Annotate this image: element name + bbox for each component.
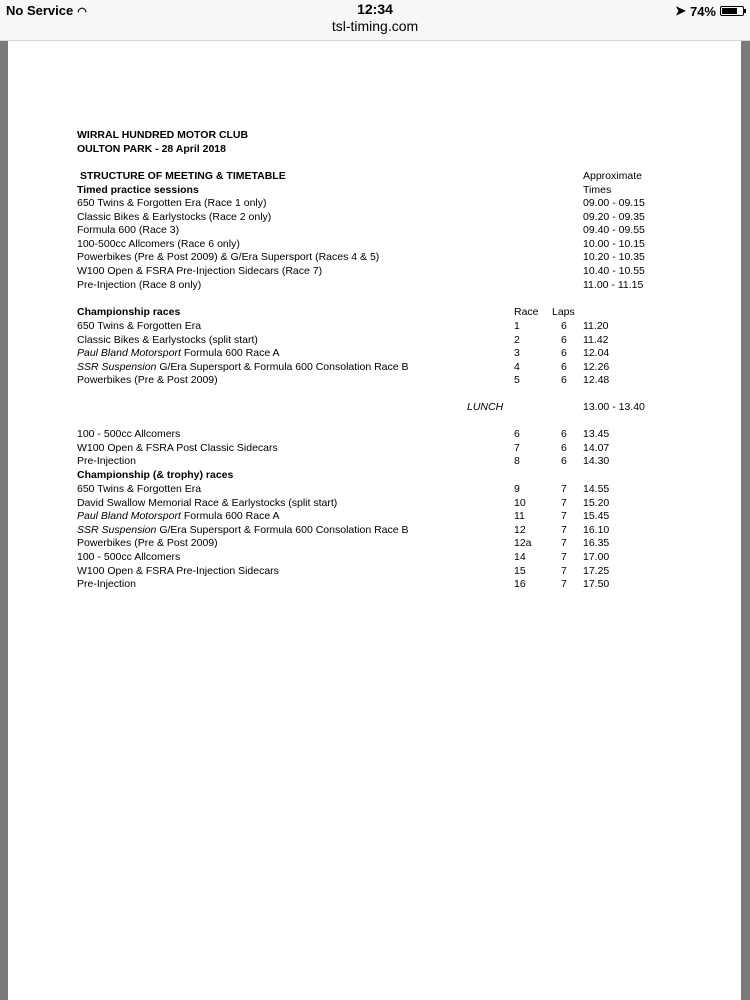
race-time: 14.55 bbox=[583, 483, 610, 495]
race-time: 12.04 bbox=[583, 347, 610, 360]
race-name: Pre-Injection bbox=[77, 455, 136, 468]
race-name: Powerbikes (Pre & Post 2009) bbox=[77, 537, 218, 550]
race-laps: 7 bbox=[561, 483, 567, 495]
race-name: Formula 600 Race A bbox=[183, 347, 280, 360]
race-number: 11 bbox=[514, 510, 525, 523]
race-time: 12.26 bbox=[583, 360, 610, 373]
battery-percent: 74% bbox=[689, 3, 716, 19]
race-number: 16 bbox=[514, 578, 526, 591]
times-label: Times bbox=[583, 184, 612, 196]
race-time: 16.35 bbox=[583, 537, 610, 550]
practice-session-name: 100-500cc Allcomers (Race 6 only) bbox=[77, 237, 240, 250]
practice-session-name: W100 Open & FSRA Pre-Injection Sidecars (Race 7) bbox=[77, 265, 323, 277]
battery-icon bbox=[720, 6, 744, 16]
race-name: David Swallow Memorial Race & Earlystocks (split start) bbox=[77, 496, 338, 509]
wifi-icon: ◠ bbox=[77, 6, 87, 18]
race-laps: 6 bbox=[561, 347, 567, 360]
race-row-title bbox=[77, 551, 180, 563]
race-sponsor: Paul Bland Motorsport bbox=[77, 347, 181, 360]
race-time: 14.07 bbox=[583, 441, 610, 454]
race-time: 17.00 bbox=[583, 551, 610, 563]
location-icon: ➤ bbox=[675, 3, 686, 18]
race-number: 7 bbox=[514, 441, 520, 454]
address-bar[interactable]: tsl-timing.com bbox=[331, 18, 419, 34]
race-row-title bbox=[77, 361, 409, 373]
race-sponsor: SSR Suspension bbox=[77, 523, 157, 536]
race-laps: 6 bbox=[561, 333, 567, 346]
clock: 12:34 bbox=[357, 1, 393, 17]
carrier-label: No Service bbox=[6, 3, 74, 18]
practice-session-time: 09.40 - 09.55 bbox=[583, 224, 645, 237]
race-laps: 6 bbox=[561, 428, 567, 440]
race-row-title bbox=[77, 524, 409, 536]
race-number: 1 bbox=[514, 320, 520, 332]
race-number: 10 bbox=[514, 496, 526, 509]
race-sponsor: Paul Bland Motorsport bbox=[77, 510, 181, 523]
race-time: 15.45 bbox=[583, 510, 610, 523]
race-time: 12.48 bbox=[583, 374, 610, 387]
practice-session-name: 650 Twins & Forgotten Era (Race 1 only) bbox=[77, 197, 267, 209]
race-number: 12a bbox=[514, 537, 532, 550]
practice-session-name: Pre-Injection (Race 8 only) bbox=[77, 278, 202, 291]
race-row-title bbox=[77, 320, 201, 332]
battery-status bbox=[675, 3, 744, 19]
race-number: 12 bbox=[514, 523, 526, 536]
status-bar bbox=[0, 0, 750, 41]
race-name: W100 Open & FSRA Pre-Injection Sidecars bbox=[77, 564, 279, 577]
practice-session-time: 09.20 - 09.35 bbox=[583, 210, 645, 223]
race-row-title bbox=[77, 537, 218, 549]
structure-title: STRUCTURE OF MEETING & TIMETABLE bbox=[80, 170, 286, 182]
race-laps: 6 bbox=[561, 320, 567, 332]
race-number: 8 bbox=[514, 455, 520, 468]
race-number: 5 bbox=[514, 374, 520, 387]
race-laps: 7 bbox=[561, 537, 567, 550]
race-laps: 7 bbox=[561, 564, 567, 577]
lunch-label: LUNCH bbox=[467, 401, 504, 413]
race-number: 3 bbox=[514, 347, 520, 360]
race-row-title bbox=[77, 455, 136, 467]
race-name: G/Era Supersport & Formula 600 Consolation Race B bbox=[159, 523, 409, 536]
race-row-title bbox=[77, 347, 280, 359]
race-time: 11.42 bbox=[583, 333, 609, 346]
race-time: 14.30 bbox=[583, 455, 610, 468]
race-time: 17.25 bbox=[583, 564, 610, 577]
race-time: 11.20 bbox=[583, 320, 609, 332]
race-number: 6 bbox=[514, 428, 520, 440]
race-row-title bbox=[77, 334, 258, 346]
race-row-title bbox=[77, 374, 218, 386]
race-number: 2 bbox=[514, 333, 520, 346]
practice-session-time: 09.00 - 09.15 bbox=[583, 197, 645, 209]
practice-session-time: 10.20 - 10.35 bbox=[583, 251, 645, 264]
race-time: 15.20 bbox=[583, 496, 610, 509]
practice-session-time: 10.40 - 10.55 bbox=[583, 265, 645, 277]
race-name: Pre-Injection bbox=[77, 578, 136, 591]
race-laps: 6 bbox=[561, 374, 567, 387]
race-header: Race bbox=[514, 306, 539, 318]
trophy-title: Championship (& trophy) races bbox=[77, 469, 234, 481]
race-laps: 6 bbox=[561, 360, 567, 373]
practice-title: Timed practice sessions bbox=[77, 184, 199, 196]
race-number: 14 bbox=[514, 551, 526, 563]
race-laps: 6 bbox=[561, 441, 567, 454]
race-time: 17.50 bbox=[583, 578, 610, 591]
race-time: 13.45 bbox=[583, 428, 610, 440]
race-name: 650 Twins & Forgotten Era bbox=[77, 320, 202, 332]
race-number: 4 bbox=[514, 360, 520, 373]
race-row-title bbox=[77, 497, 337, 509]
race-name: Classic Bikes & Earlystocks (split start) bbox=[77, 333, 258, 346]
race-time: 16.10 bbox=[583, 523, 610, 536]
race-row-title bbox=[77, 578, 136, 590]
race-row-title bbox=[77, 565, 279, 577]
race-row-title bbox=[77, 428, 180, 440]
race-laps: 7 bbox=[561, 551, 567, 563]
race-number: 15 bbox=[514, 564, 526, 577]
race-name: 100 - 500cc Allcomers bbox=[77, 428, 181, 440]
race-name: G/Era Supersport & Formula 600 Consolation Race B bbox=[159, 360, 409, 373]
race-name: Powerbikes (Pre & Post 2009) bbox=[77, 374, 218, 387]
race-name: 650 Twins & Forgotten Era bbox=[77, 483, 202, 495]
race-name: W100 Open & FSRA Post Classic Sidecars bbox=[77, 441, 278, 454]
practice-session-time: 11.00 - 11.15 bbox=[583, 278, 644, 291]
club-title: WIRRAL HUNDRED MOTOR CLUB bbox=[77, 129, 249, 141]
approx-label: Approximate bbox=[583, 170, 642, 182]
championship-title: Championship races bbox=[77, 306, 181, 318]
race-name: 100 - 500cc Allcomers bbox=[77, 551, 181, 563]
race-laps: 7 bbox=[561, 510, 567, 523]
race-laps: 7 bbox=[561, 578, 567, 591]
venue-title: OULTON PARK - 28 April 2018 bbox=[77, 143, 226, 155]
lunch-time: 13.00 - 13.40 bbox=[583, 401, 645, 413]
practice-session-time: 10.00 - 10.15 bbox=[583, 237, 645, 250]
race-name: Formula 600 Race A bbox=[183, 510, 280, 523]
race-number: 9 bbox=[514, 483, 520, 495]
race-laps: 7 bbox=[561, 523, 567, 536]
race-row-title bbox=[77, 483, 201, 495]
race-laps: 7 bbox=[561, 496, 567, 509]
laps-header: Laps bbox=[552, 306, 575, 318]
practice-session-name: Powerbikes (Pre & Post 2009) & G/Era Supersport (Races 4 & 5) bbox=[77, 251, 380, 264]
practice-session-name: Classic Bikes & Earlystocks (Race 2 only) bbox=[77, 210, 272, 223]
race-sponsor: SSR Suspension bbox=[77, 360, 157, 373]
practice-session-name: Formula 600 (Race 3) bbox=[77, 224, 180, 237]
document-page bbox=[8, 41, 741, 1000]
race-row-title bbox=[77, 442, 278, 454]
race-row-title bbox=[77, 510, 280, 522]
race-laps: 6 bbox=[561, 455, 567, 468]
